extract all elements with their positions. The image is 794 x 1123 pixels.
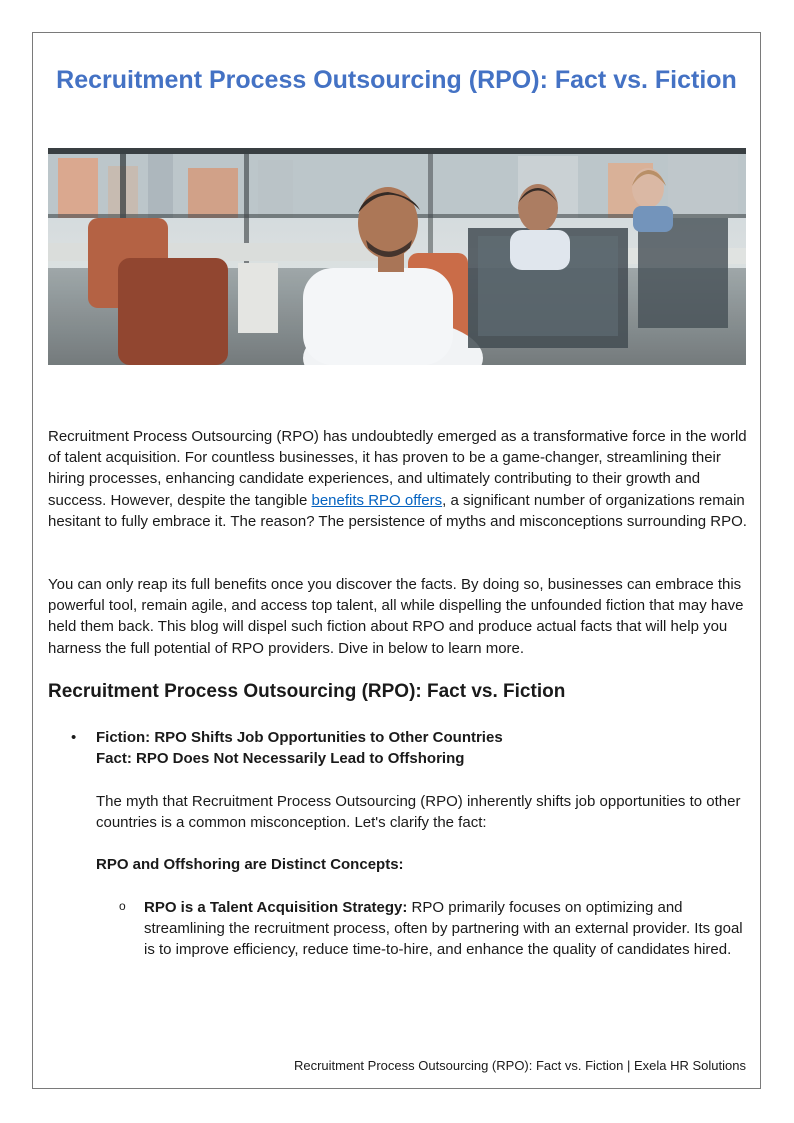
hero-image [48, 148, 746, 365]
sub-bullet-label: RPO is a Talent Acquisition Strategy: [144, 899, 408, 916]
benefits-rpo-link[interactable]: benefits RPO offers [311, 491, 443, 509]
page-footer: Recruitment Process Outsourcing (RPO): Fact vs. Fiction | Exela HR Solutions [293, 1058, 746, 1073]
bullet-marker: • [71, 729, 77, 746]
second-paragraph: You can only reap its full benefits once you discover the facts. By doing so, businesses can embrace this powerful tool, remain agile, and access top talent, all while dispelling the unfounded fiction that may have held them back. This blog will dispel such fiction about RPO and produce actual facts that will help you harness the full potential of RPO providers. Dive in below to learn more. [48, 576, 744, 657]
fact-heading: Fact: RPO Does Not Necessarily Lead to Offshoring [96, 750, 465, 767]
sub-bullet-item [144, 897, 746, 961]
intro-paragraph [48, 426, 748, 532]
office-photo-illustration [48, 148, 746, 365]
distinct-concepts-subheading: RPO and Offshoring are Distinct Concepts: [96, 856, 404, 873]
sub-bullet-text: RPO primarily focuses on optimizing and streamlining the recruitment process, often by partnering with an external provider. Its goal is to improve efficiency, reduce time-to-hire, and enhance the quality of candidates hired. [144, 899, 743, 959]
intro-text-before-link: Recruitment Process Outsourcing (RPO) has undoubtedly emerged as a transformative force in the world of talent acquisition. For countless businesses, it has proven to be a game-changer, streamlining their hiring processes, enhancing candidate experiences, and ultimately contributing to their growth and success. However, despite the tangible [48, 428, 747, 509]
fiction-heading: Fiction: RPO Shifts Job Opportunities to Other Countries [96, 729, 503, 746]
page-title: Recruitment Process Outsourcing (RPO): Fact vs. Fiction [56, 66, 737, 94]
sub-bullet-marker: o [119, 899, 126, 913]
myth-paragraph: The myth that Recruitment Process Outsourcing (RPO) inherently shifts job opportunities to other countries is a common misconception. Let's clarify the fact: [96, 793, 741, 832]
intro-text-after-link: , a significant number of organizations remain hesitant to fully embrace it. The reason? The persistence of myths and misconceptions surrounding RPO. [48, 491, 747, 530]
section-heading: Recruitment Process Outsourcing (RPO): Fact vs. Fiction [48, 681, 566, 702]
